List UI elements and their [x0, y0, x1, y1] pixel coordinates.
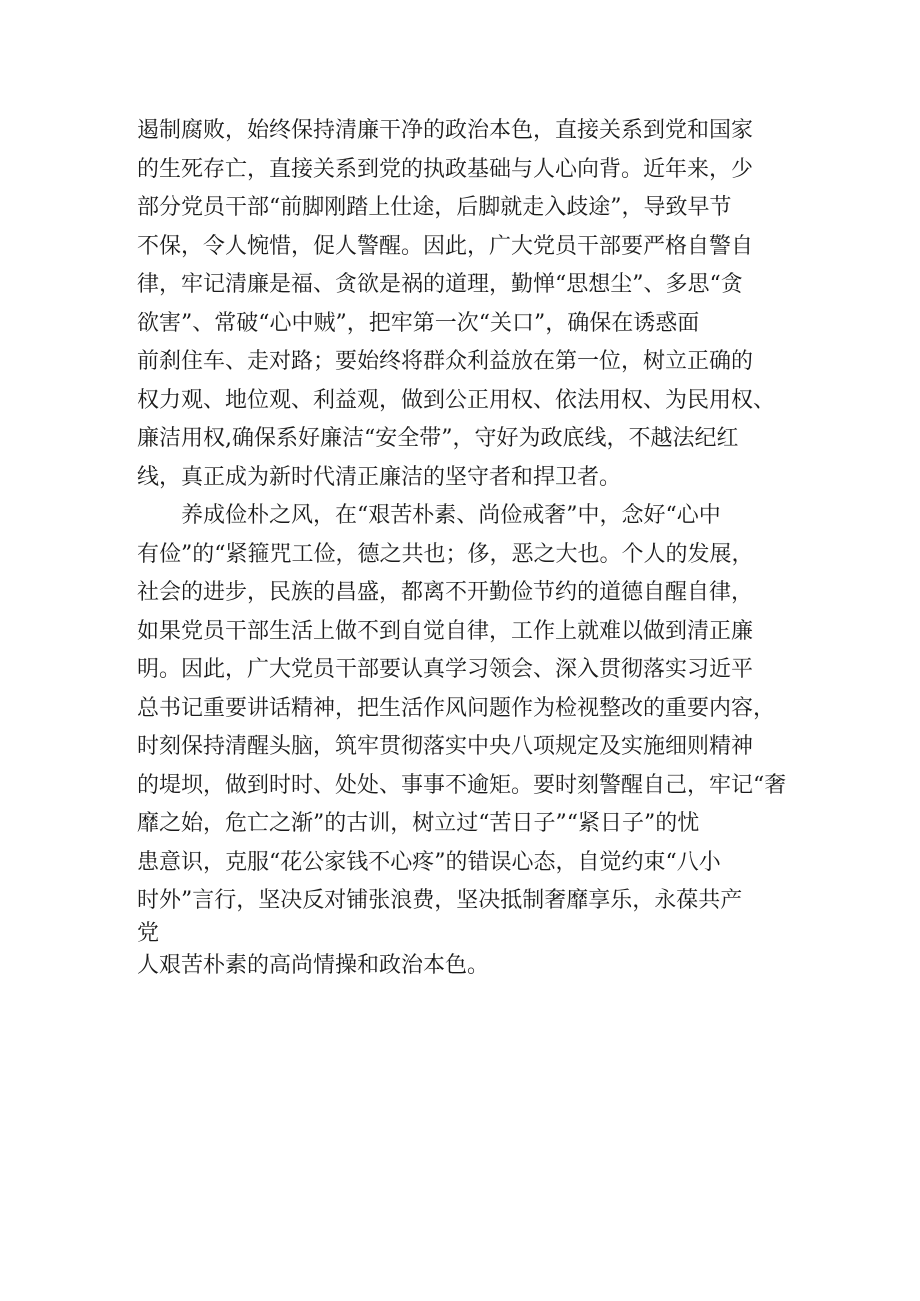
text-line: 时刻保持清醒头脑，筑牢贯彻落实中央八项规定及实施细则精神 [137, 734, 754, 759]
text-line: 权力观、地位观、利益观，做到公正用权、依法用权、为民用权、 [137, 387, 776, 413]
text-line: 总书记重要讲话精神，把生活作风问题作为检视整改的重要内容， [137, 695, 776, 721]
paragraph-2 [137, 497, 827, 985]
text-line: 的堤坝，做到时时、处处、事事不逾矩。要时刻警醒自己，牢记“奢 [137, 772, 787, 798]
text-line: 遏制腐败，始终保持清廉干净的政治本色，直接关系到党和国家 [137, 118, 754, 143]
text-line: 党 [137, 920, 160, 946]
text-line: 不保，令人惋惜，促人警醒。因此，广大党员干部要严格自警自 [137, 233, 754, 259]
text-line: 线，真正成为新时代清正廉洁的坚守者和捍卫者。 [137, 464, 622, 490]
text-line: 如果党员干部生活上做不到自觉自律，工作上就难以做到清正廉 [137, 618, 754, 644]
text-line: 社会的进步，民族的昌盛，都离不开勤俭节约的道德自醒自律， [137, 580, 754, 605]
text-line: 有俭”的“紧箍咒工俭，德之共也；侈，恶之大也。个人的发展， [137, 541, 754, 567]
text-line: 时外”言行，坚决反对铺张浪费，坚决抵制奢靡享乐，永葆共产 [137, 888, 743, 913]
paragraph-1 [137, 112, 827, 497]
text-line: 靡之始，危亡之渐”的古训，树立过“苦日子”“紧日子”的忧 [137, 811, 700, 836]
text-line: 部分党员干部“前脚刚踏上仕途，后脚就走入歧途”，导致早节 [137, 195, 732, 220]
text-line: 廉洁用权,确保系好廉洁“安全带”，守好为政底线，不越法纪红 [137, 426, 739, 451]
text-line: 欲害”、常破“心中贼”，把牢第一次“关口”，确保在诱惑面 [137, 310, 700, 336]
text-line: 律，牢记清廉是福、贪欲是祸的道理，勤惮“思想尘”、多思“贪 [137, 272, 743, 297]
text-line: 明。因此，广大党员干部要认真学习领会、深入贯彻落实习近平 [137, 657, 754, 682]
text-line: 前刹住车、走对路；要始终将群众利益放在第一位，树立正确的 [137, 349, 754, 374]
text-line: 人艰苦朴素的高尚情操和政治本色。 [137, 952, 490, 978]
text-line: 的生死存亡，直接关系到党的执政基础与人心向背。近年来，少 [137, 156, 754, 182]
text-line: 患意识，克服“花公家钱不心疼”的错误心态，自觉约束“八小 [137, 849, 721, 875]
document-body [137, 112, 827, 985]
text-line: 养成俭朴之风，在“艰苦朴素、尚俭戒奢”中，念好“心中 [181, 503, 721, 528]
